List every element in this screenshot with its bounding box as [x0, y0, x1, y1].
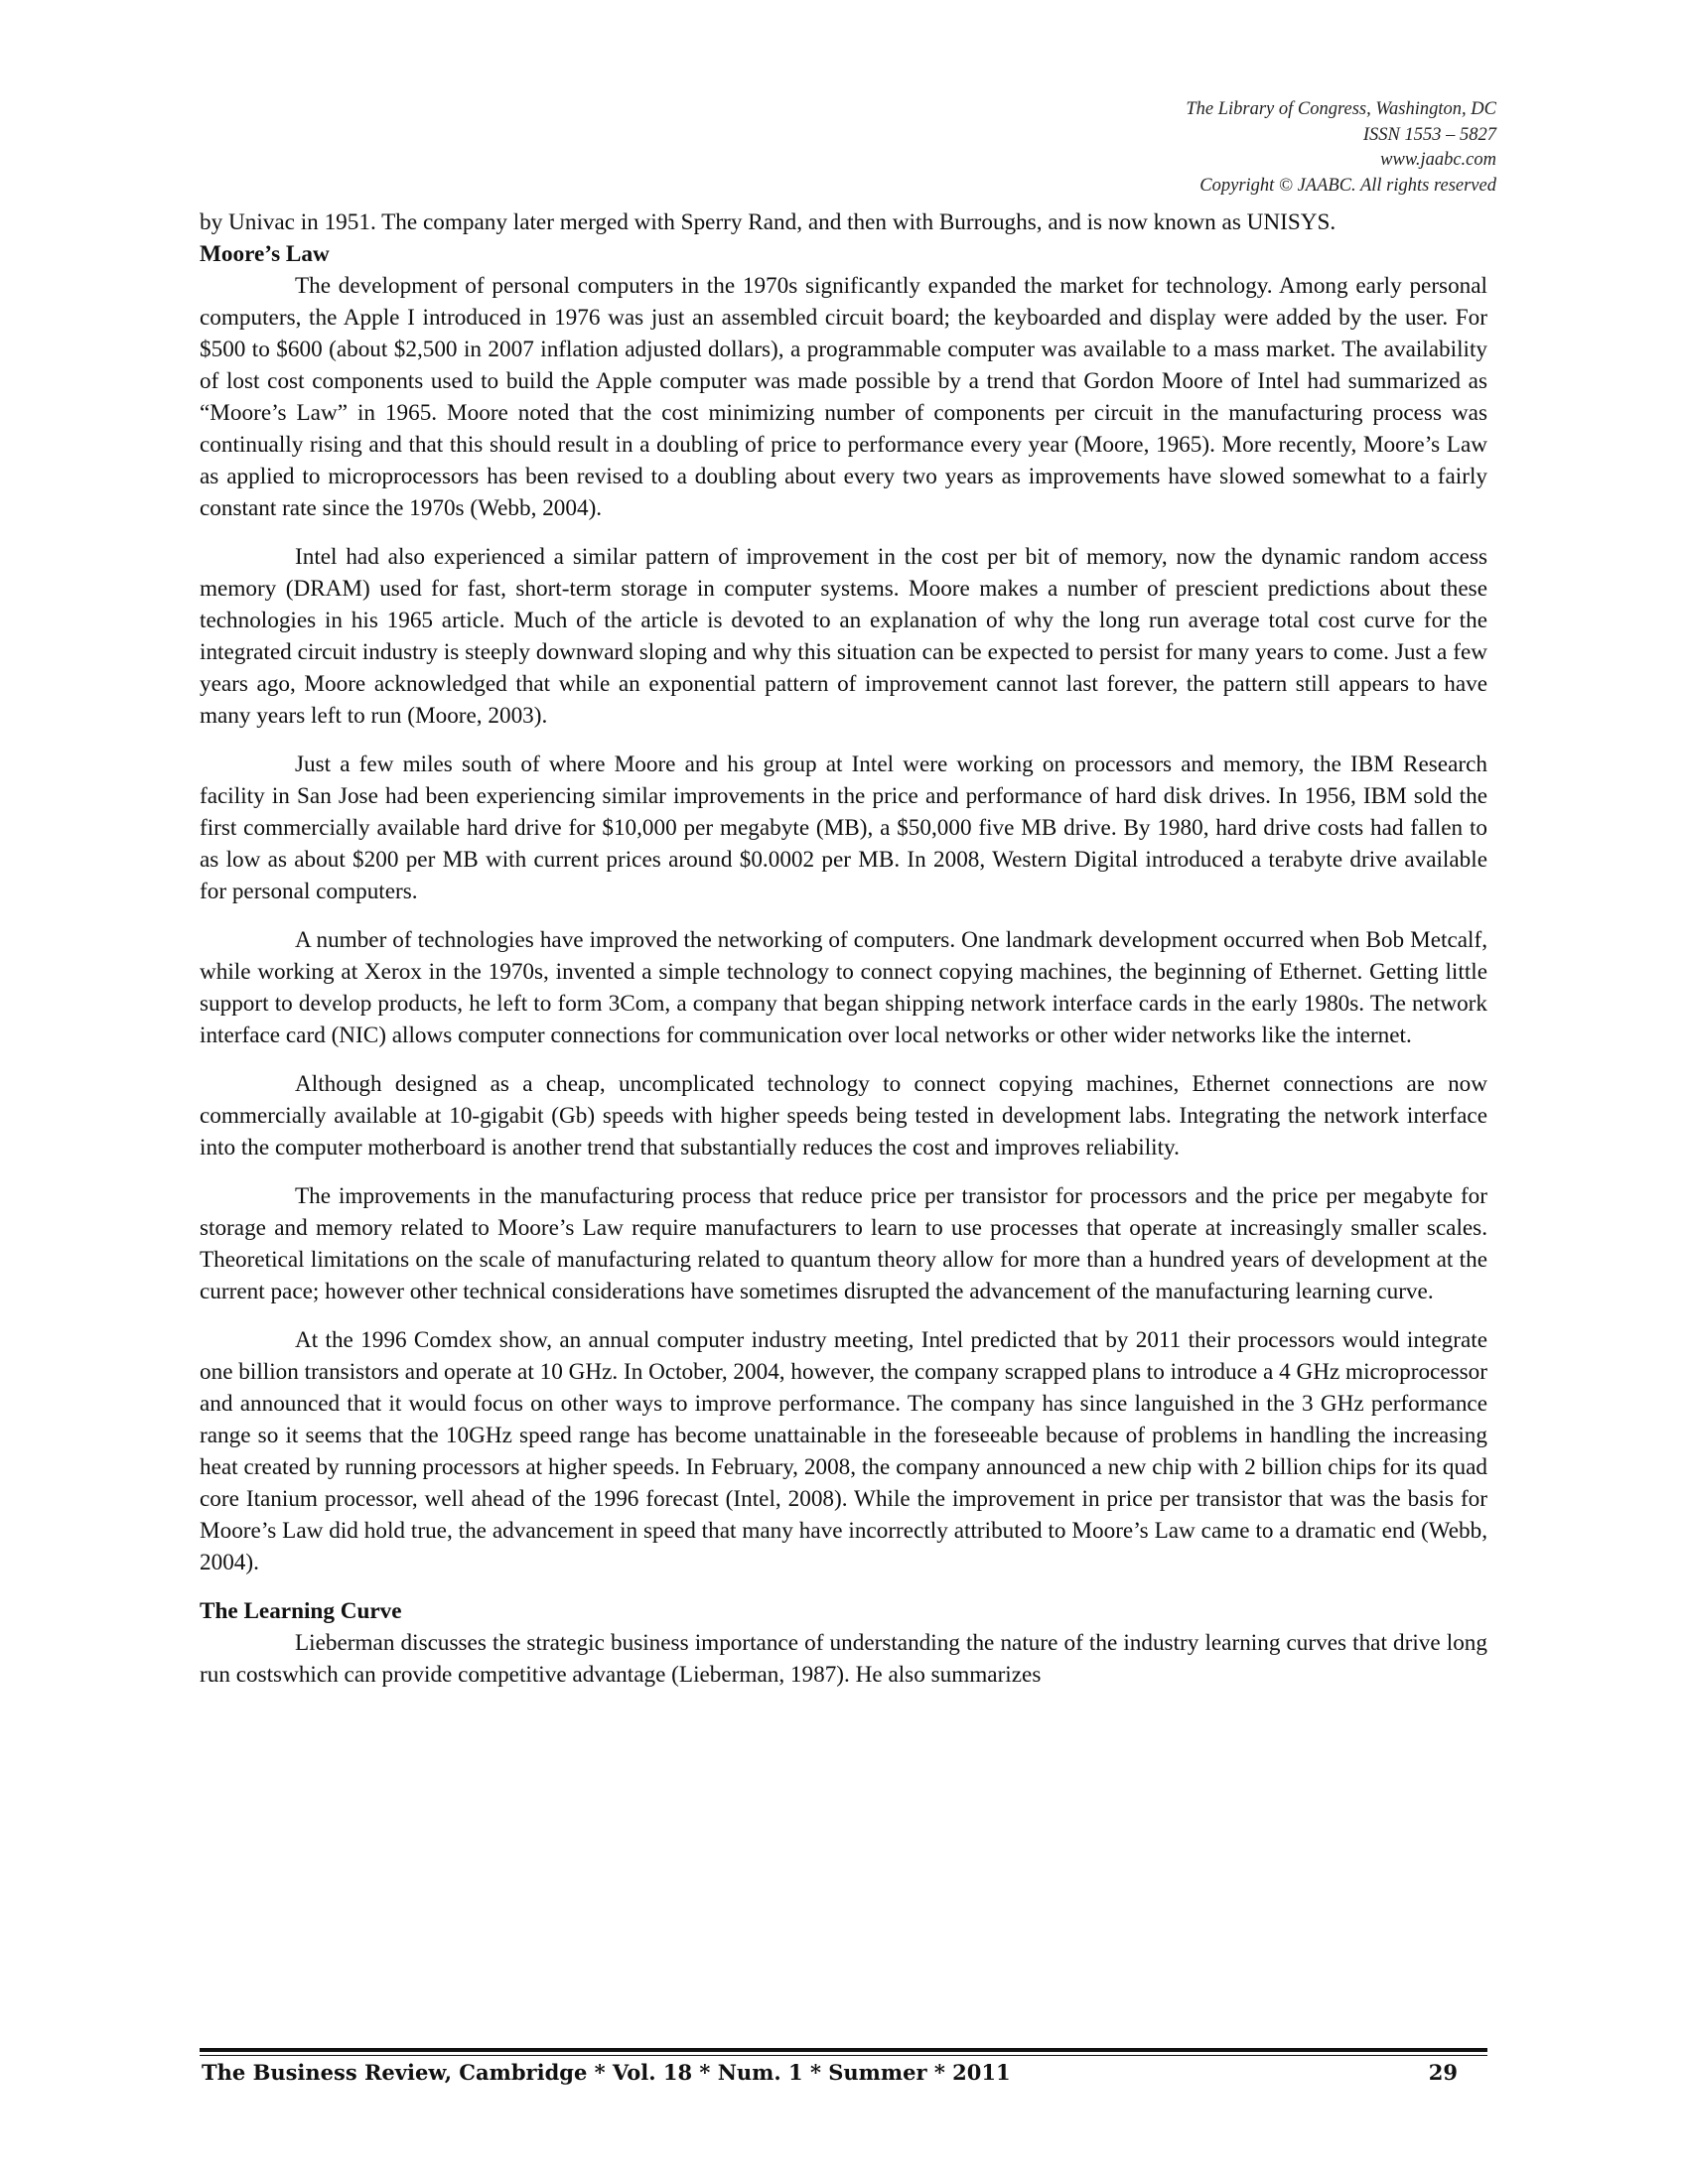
- page-number: 29: [1428, 2060, 1458, 2085]
- paragraph-personal-computers: The development of personal computers in the 1970s significantly expanded the market for technology. Among early personal computers, the Apple I introduced in 1976 was just an assembled circuit board; the keyboarded and display were added by the user. For $500 to $600 (about $2,500 in 2007 inflation adjusted dollars), a programmable computer was available to a mass market. The availability of lost cost components used to build the Apple computer was made possible by a trend that Gordon Moore of Intel had summarized as “Moore’s Law” in 1965. Moore noted that the cost minimizing number of components per circuit in the manufacturing process was continually rising and that this should result in a doubling of price to performance every year (Moore, 1965). More recently, Moore’s Law as applied to microprocessors has been revised to a doubling about every two years as improvements have slowed somewhat to a fairly constant rate since the 1970s (Webb, 2004).: [200, 273, 1487, 521]
- footer-rule: [200, 2048, 1487, 2056]
- paragraph-ethernet: Although designed as a cheap, uncomplicated technology to connect copying machines, Ethernet connections are now commercially available at 10-gigabit (Gb) speeds with higher speeds being tested in development labs. Integrating the network interface into the computer motherboard is another trend that substantially reduces the cost and improves reliability.: [200, 1071, 1487, 1160]
- paragraph-comdex: At the 1996 Comdex show, an annual computer industry meeting, Intel predicted that by 2011 their processors would integrate one billion transistors and operate at 10 GHz. In October, 2004, however, the company scrapped plans to introduce a 4 GHz microprocessor and announced that it would focus on other ways to improve performance. The company has since languished in the 3 GHz performance range so it seems that the 10GHz speed range has become unattainable in the foreseeable because of problems in handling the increasing heat created by running processors at higher speeds. In February, 2008, the company announced a new chip with 2 billion chips for its quad core Itanium processor, well ahead of the 1996 forecast (Intel, 2008). While the improvement in price per transistor that was the basis for Moore’s Law did hold true, the advancement in speed that many have incorrectly attributed to Moore’s Law came to a dramatic end (Webb, 2004).: [200, 1327, 1487, 1575]
- page-header: [801, 97, 1496, 199]
- paragraph-networking: A number of technologies have improved the networking of computers. One landmark development occurred when Bob Metcalf, while working at Xerox in the 1970s, invented a simple technology to connect copying machines, the beginning of Ethernet. Getting little support to develop products, he left to form 3Com, a company that began shipping network interface cards in the early 1980s. The network interface card (NIC) allows computer connections for communication over local networks or other wider networks like the internet.: [200, 927, 1487, 1048]
- heading-moores-law: Moore’s Law: [200, 241, 330, 267]
- header-publisher: The Library of Congress, Washington, DC: [1186, 99, 1496, 119]
- paragraph-lieberman: Lieberman discusses the strategic business importance of understanding the nature of the industry learning curves that drive long run costswhich can provide competitive advantage (Lieberman, 1987). He also summarizes: [200, 1630, 1487, 1688]
- header-copyright: Copyright © JAABC. All rights reserved: [1199, 175, 1496, 196]
- paragraph-manufacturing: The improvements in the manufacturing process that reduce price per transistor for processors and the price per megabyte for storage and memory related to Moore’s Law require manufacturers to learn to use processes that operate at increasingly smaller scales. Theoretical limitations on the scale of manufacturing related to quantum theory allow for more than a hundred years of development at the current pace; however other technical considerations have sometimes disrupted the advancement of the manufacturing learning curve.: [200, 1183, 1487, 1304]
- paragraph-ibm-hard-drives: Just a few miles south of where Moore and his group at Intel were working on processors and memory, the IBM Research facility in San Jose had been experiencing similar improvements in the price and performance of hard disk drives. In 1956, IBM sold the first commercially available hard drive for $10,000 per megabyte (MB), a $50,000 five MB drive. By 1980, hard drive costs had fallen to as low as about $200 per MB with current prices around $0.0002 per MB. In 2008, Western Digital introduced a terabyte drive available for personal computers.: [200, 751, 1487, 904]
- paragraph-univac: by Univac in 1951. The company later merged with Sperry Rand, and then with Burroughs, and is now known as UNISYS.: [200, 209, 1336, 235]
- heading-learning-curve: The Learning Curve: [200, 1598, 402, 1624]
- article-body: [200, 206, 1487, 1691]
- footer-journal: The Business Review, Cambridge * Vol. 18 * Num. 1 * Summer * 2011: [202, 2060, 1011, 2085]
- header-website: www.jaabc.com: [1380, 150, 1496, 170]
- paragraph-intel-memory: Intel had also experienced a similar pattern of improvement in the cost per bit of memory, now the dynamic random access memory (DRAM) used for fast, short-term storage in computer systems. Moore makes a number of prescient predictions about these technologies in his 1965 article. Much of the article is devoted to an explanation of why the long run average total cost curve for the integrated circuit industry is steeply downward sloping and why this situation can be expected to persist for many years to come. Just a few years ago, Moore acknowledged that while an exponential pattern of improvement cannot last forever, the pattern still appears to have many years left to run (Moore, 2003).: [200, 544, 1487, 729]
- header-issn: ISSN 1553 – 5827: [1362, 124, 1496, 145]
